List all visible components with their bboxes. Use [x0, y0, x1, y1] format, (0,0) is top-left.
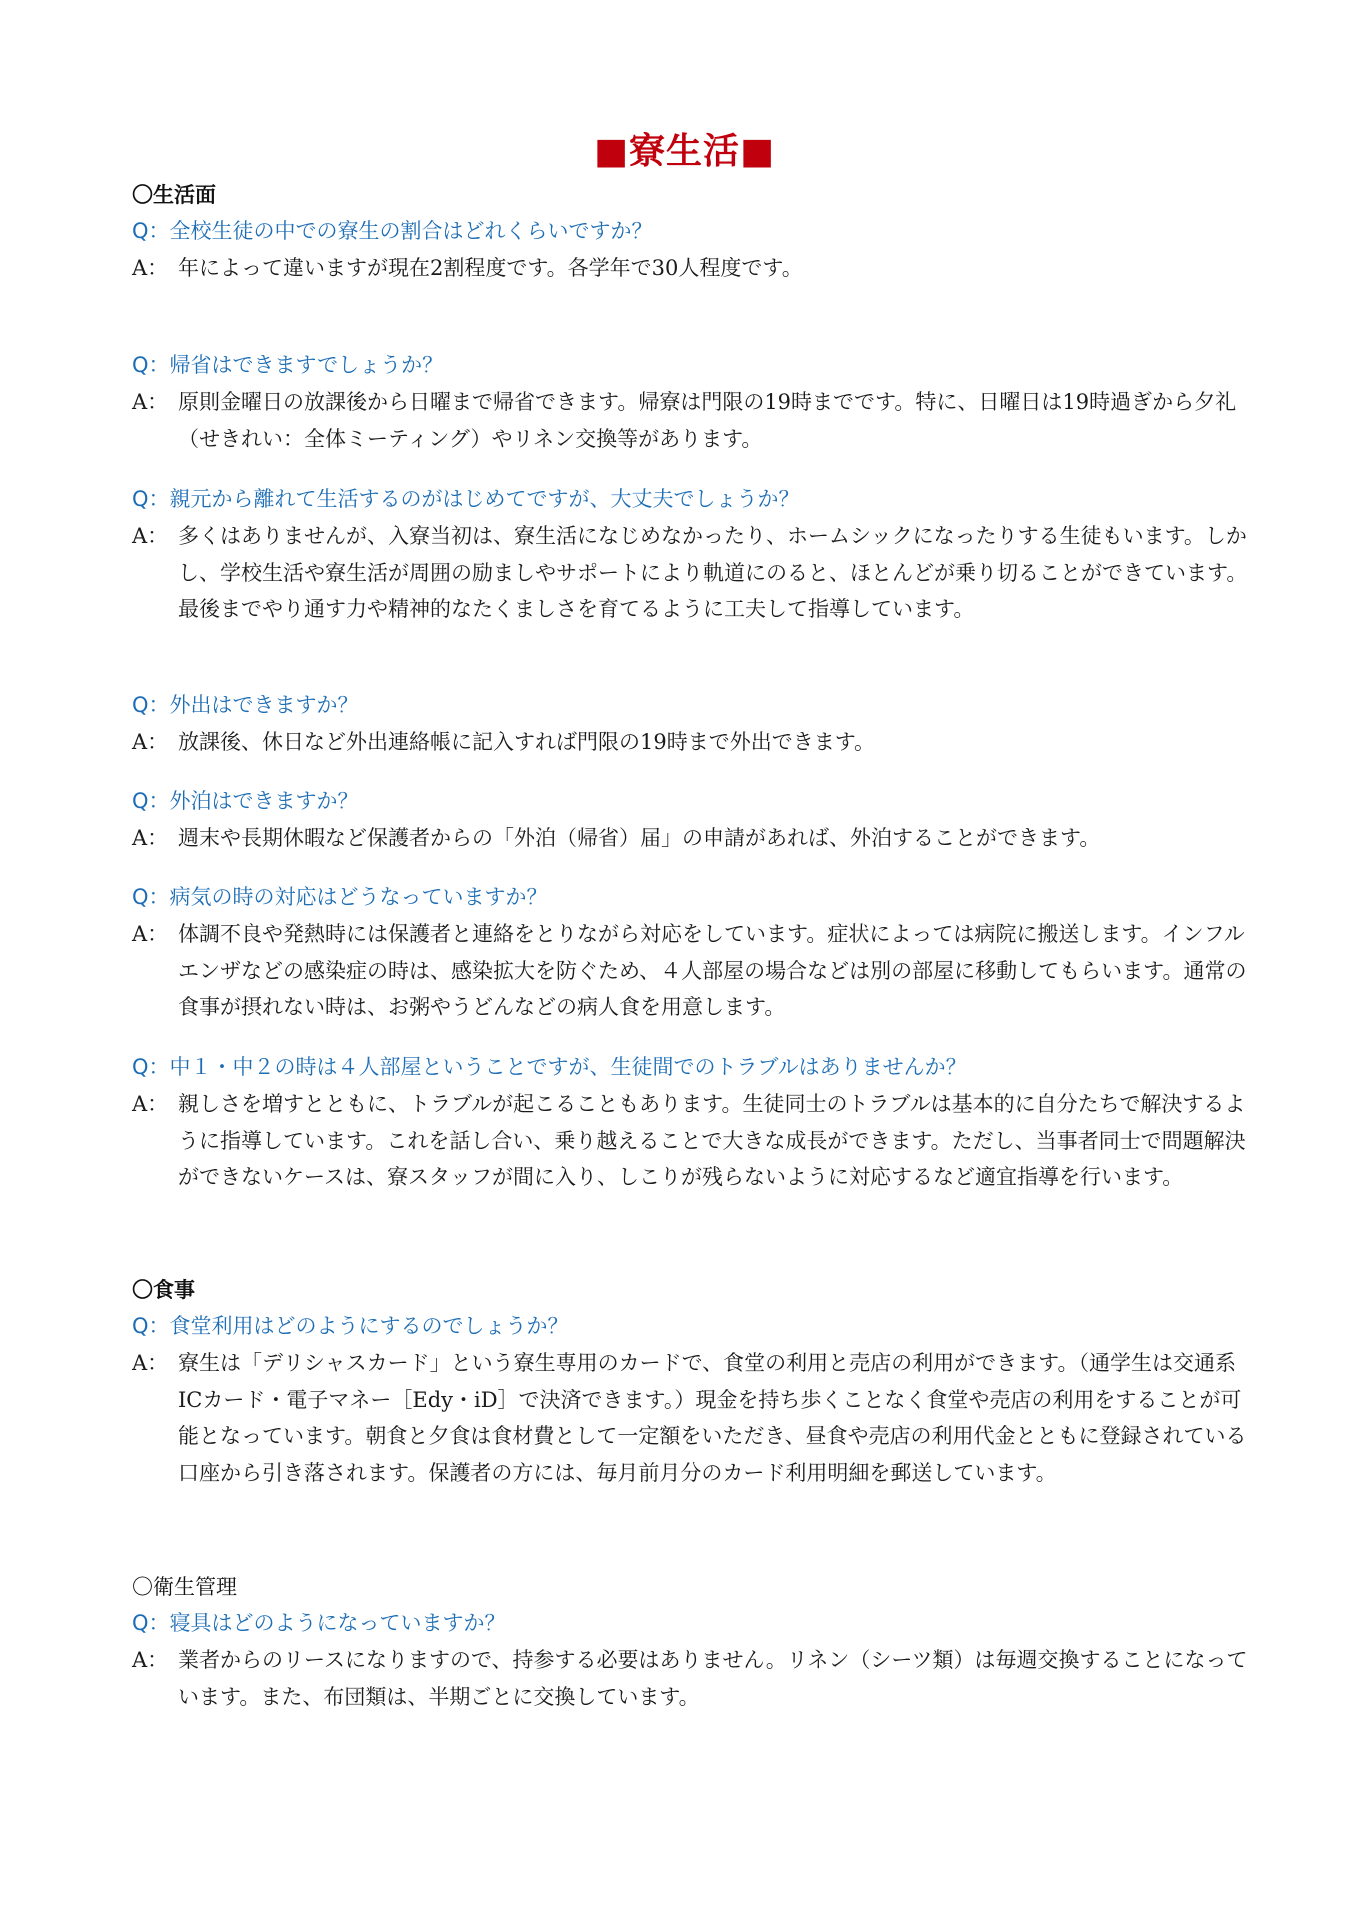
answer-cafeteria — [132, 1345, 1250, 1491]
answer-prefix: A： — [132, 922, 169, 946]
answer-first-time-away — [132, 518, 1250, 628]
answer-text: 親しさを増すとともに、トラブルが起こることもあります。生徒同士のトラブルは基本的に自分たちで解決するように指導しています。これを話し合い、乗り越えることで大きな成長ができます。ただし、当事者同士で問題解決ができないケースは、寮スタッフが間に入り、しこりが残らないように対応するなど適宜指導を行います。 — [178, 1092, 1246, 1189]
question-roommate-trouble: Q：中１・中２の時は４人部屋ということですが、生徒間でのトラブルはありませんか？ — [132, 1055, 967, 1079]
answer-roommate-trouble — [132, 1086, 1250, 1196]
answer-prefix: A： — [132, 390, 169, 414]
answer-illness — [132, 916, 1250, 1026]
answer-prefix: A： — [132, 730, 169, 754]
answer-text: 週末や長期休暇など保護者からの「外泊（帰省）届」の申請があれば、外泊することができます。 — [178, 826, 1101, 850]
question-ratio: Q：全校生徒の中での寮生の割合はどれくらいですか？ — [132, 219, 653, 243]
answer-text: 年によって違いますが現在2割程度です。各学年で30人程度です。 — [178, 256, 803, 280]
question-illness: Q：病気の時の対応はどうなっていますか？ — [132, 885, 548, 909]
question-first-time-away: Q：親元から離れて生活するのがはじめてですが、大丈夫でしょうか？ — [132, 487, 800, 511]
page-title: ■寮生活■ — [593, 131, 776, 172]
answer-ratio — [132, 250, 1250, 287]
section-heading-hygiene: 〇衛生管理 — [132, 1575, 237, 1599]
question-homecoming: Q：帰省はできますでしょうか？ — [132, 353, 444, 377]
question-cafeteria: Q：食堂利用はどのようにするのでしょうか？ — [132, 1314, 569, 1338]
question-bedding: Q：寝具はどのようになっていますか？ — [132, 1611, 506, 1635]
answer-bedding — [132, 1642, 1250, 1715]
answer-prefix: A： — [132, 1092, 169, 1116]
answer-overnight — [132, 820, 1250, 857]
answer-text: 業者からのリースになりますので、持参する必要はありません。リネン（シーツ類）は毎週交換することになっています。また、布団類は、半期ごとに交換しています。 — [178, 1648, 1248, 1709]
answer-text: 放課後、休日など外出連絡帳に記入すれば門限の19時まで外出できます。 — [178, 730, 876, 754]
answer-prefix: A： — [132, 256, 169, 280]
answer-prefix: A： — [132, 524, 169, 548]
question-going-out: Q：外出はできますか？ — [132, 693, 359, 717]
question-overnight: Q：外泊はできますか？ — [132, 789, 359, 813]
answer-text: 寮生は「デリシャスカード」という寮生専用のカードで、食堂の利用と売店の利用ができます。（通学生は交通系ICカード・電子マネー［Edy・iD］で決済できます。）現金を持ち歩くことなく食堂や売店の利用をすることが可能となっています。朝食と夕食は食材費として一定額をいただき、昼食や売店の利用代金とともに登録されている口座から引き落されます。保護者の方には、毎月前月分のカード利用明細を郵送しています。 — [178, 1351, 1247, 1485]
answer-prefix: A： — [132, 826, 169, 850]
answer-text: 多くはありませんが、入寮当初は、寮生活になじめなかったり、ホームシックになったりする生徒もいます。しかし、学校生活や寮生活が周囲の励ましやサポートにより軌道にのると、ほとんどが乗り切ることができています。最後までやり通す力や精神的なたくましさを育てるように工夫して指導しています。 — [178, 524, 1248, 621]
section-heading-life: 〇生活面 — [132, 183, 216, 207]
answer-prefix: A： — [132, 1648, 169, 1672]
answer-homecoming — [132, 384, 1250, 457]
answer-text: 原則金曜日の放課後から日曜まで帰省できます。帰寮は門限の19時までです。特に、日曜日は19時過ぎから夕礼（せきれい：全体ミーティング）やリネン交換等があります。 — [178, 390, 1237, 451]
section-heading-meals: 〇食事 — [132, 1278, 195, 1302]
answer-text: 体調不良や発熱時には保護者と連絡をとりながら対応をしています。症状によっては病院に搬送します。インフルエンザなどの感染症の時は、感染拡大を防ぐため、４人部屋の場合などは別の部屋に移動してもらいます。通常の食事が摂れない時は、お粥やうどんなどの病人食を用意します。 — [178, 922, 1247, 1019]
answer-going-out — [132, 724, 1250, 761]
answer-prefix: A： — [132, 1351, 169, 1375]
